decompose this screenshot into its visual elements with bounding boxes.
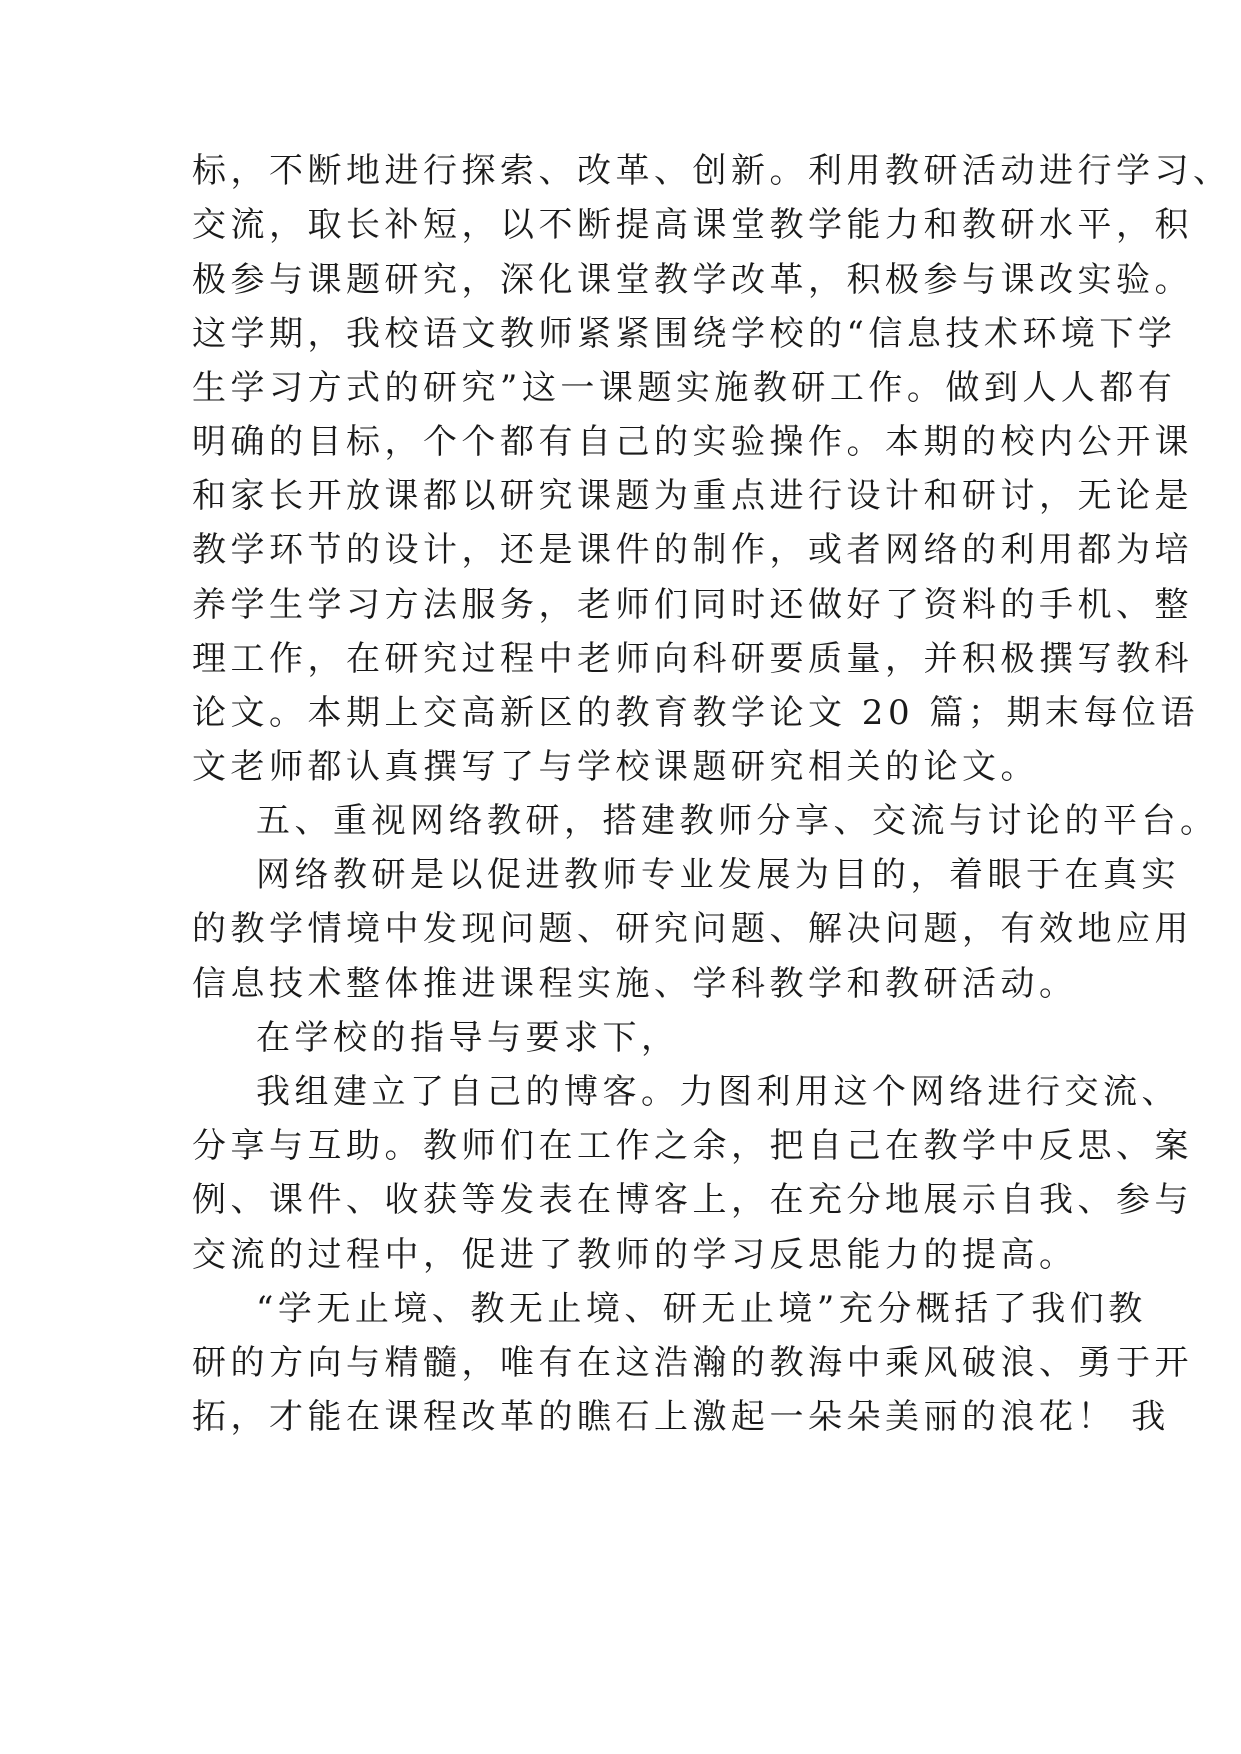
text-line: 生学习方式的研究”这一课题实施教研工作。做到人人都有 — [192, 368, 1177, 408]
text-line: 和家长开放课都以研究课题为重点进行设计和研讨，无论是 — [192, 476, 1193, 516]
text-line: 例、课件、收获等发表在博客上，在充分地展示自我、参与 — [192, 1180, 1193, 1220]
text-line: 交流，取长补短，以不断提高课堂教学能力和教研水平，积 — [192, 205, 1193, 245]
text-line: 拓，才能在课程改革的瞧石上激起一朵朵美丽的浪花！ 我 — [192, 1397, 1170, 1437]
section-heading: 五、重视网络教研，搭建教师分享、交流与讨论的平台。 — [256, 801, 1219, 841]
text-line: 分享与互助。教师们在工作之余，把自己在教学中反思、案 — [192, 1126, 1193, 1166]
text-line: 网络教研是以促进教师专业发展为目的，着眼于在真实 — [256, 855, 1180, 895]
text-line: “学无止境、教无止境、研无止境”充分概括了我们教 — [256, 1289, 1147, 1329]
text-line: 在学校的指导与要求下， — [256, 1018, 680, 1058]
text-line: 明确的目标，个个都有自己的实验操作。本期的校内公开课 — [192, 422, 1193, 462]
text-line: 交流的过程中，促进了教师的学习反思能力的提高。 — [192, 1235, 1078, 1275]
text-line: 我组建立了自己的博客。力图利用这个网络进行交流、 — [256, 1072, 1180, 1112]
text-line: 教学环节的设计，还是课件的制作，或者网络的利用都为培 — [192, 530, 1193, 570]
text-line: 论文。本期上交高新区的教育教学论文 20 篇；期末每位语 — [192, 693, 1199, 733]
text-line: 标，不断地进行探索、改革、创新。利用教研活动进行学习、 — [192, 151, 1232, 191]
text-line: 这学期，我校语文教师紧紧围绕学校的“信息技术环境下学 — [192, 314, 1177, 354]
text-line: 信息技术整体推进课程实施、学科教学和教研活动。 — [192, 964, 1078, 1004]
text-line: 极参与课题研究，深化课堂教学改革，积极参与课改实验。 — [192, 260, 1193, 300]
text-line: 文老师都认真撰写了与学校课题研究相关的论文。 — [192, 747, 1039, 787]
text-line: 养学生学习方法服务，老师们同时还做好了资料的手机、整 — [192, 585, 1193, 625]
text-line: 的教学情境中发现问题、研究问题、解决问题，有效地应用 — [192, 909, 1193, 949]
text-line: 研的方向与精髓，唯有在这浩瀚的教海中乘风破浪、勇于开 — [192, 1343, 1193, 1383]
text-line: 理工作，在研究过程中老师向科研要质量，并积极撰写教科 — [192, 639, 1193, 679]
